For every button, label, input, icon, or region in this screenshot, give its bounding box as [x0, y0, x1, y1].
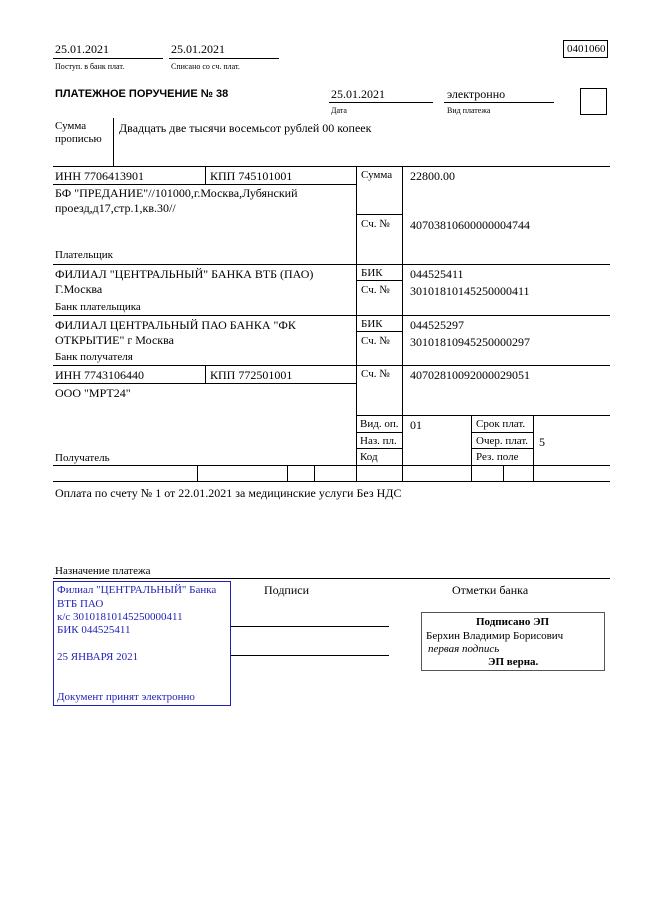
payment-status-box — [580, 88, 607, 115]
esign-title: Подписано ЭП — [476, 616, 550, 628]
signatures-label: Подписи — [264, 583, 310, 597]
payer-bank-name: ФИЛИАЛ "ЦЕНТРАЛЬНЫЙ" БАНКА ВТБ (ПАО) — [55, 267, 314, 281]
date-received-line — [53, 58, 163, 59]
grid-line — [314, 465, 315, 481]
grid-line — [356, 166, 357, 481]
payer-bik-label: БИК — [361, 267, 383, 279]
amount-words-text: Двадцать две тысячи восемьсот рублей 00 копеек — [119, 121, 372, 135]
document-title: ПЛАТЕЖНОЕ ПОРУЧЕНИЕ № 38 — [55, 88, 229, 100]
naz-pl-label: Наз. пл. — [360, 435, 397, 447]
payee-bank-account: 30101810945250000297 — [410, 335, 530, 349]
purpose-label: Назначение платежа — [55, 565, 151, 577]
amount-words-label-2: прописью — [55, 133, 102, 145]
payer-bank-label: Банк плательщика — [55, 301, 141, 313]
payee-label: Получатель — [55, 452, 110, 464]
date-received: 25.01.2021 — [55, 42, 109, 56]
grid-line — [356, 448, 402, 449]
srok-label: Срок плат. — [476, 418, 526, 430]
kod-label: Код — [360, 451, 378, 463]
vid-op-value: 01 — [410, 418, 422, 432]
grid-line — [53, 383, 356, 384]
order-date-label: Дата — [331, 106, 347, 115]
amount-words-label-1: Сумма — [55, 120, 87, 132]
grid-line — [356, 280, 402, 281]
payment-type-label: Вид платежа — [447, 106, 491, 115]
grid-line — [53, 184, 356, 185]
payee-kpp: КПП 772501001 — [210, 368, 293, 382]
date-debited-line — [169, 58, 279, 59]
grid-line — [205, 365, 206, 383]
order-date-line — [329, 102, 433, 103]
grid-line — [471, 415, 472, 481]
payer-bank-city: Г.Москва — [55, 282, 103, 296]
amount-value: 22800.00 — [410, 169, 455, 183]
payee-bank-label: Банк получателя — [55, 351, 133, 363]
stamp-line-3: к/с 30101810145250000411 — [57, 611, 183, 623]
payer-bik: 044525411 — [410, 267, 464, 281]
form-code-box — [563, 40, 608, 58]
payee-bank-name-2: ОТКРЫТИЕ" г Москва — [55, 333, 174, 347]
rez-label: Рез. поле — [476, 451, 519, 463]
grid-line — [197, 465, 198, 481]
payer-bank-account: 30101810145250000411 — [410, 284, 530, 298]
payee-name: ООО "МРТ24" — [55, 386, 131, 400]
grid-line — [205, 166, 206, 184]
grid-line — [53, 465, 610, 466]
stamp-footer: Документ принят электронно — [57, 691, 195, 703]
stamp-line-1: Филиал "ЦЕНТРАЛЬНЫЙ" Банка — [57, 584, 217, 596]
bank-stamp — [53, 581, 231, 706]
payer-name-2: проезд,д17,стр.1,кв.30// — [55, 201, 176, 215]
payer-name-1: БФ "ПРЕДАНИЕ"//101000,г.Москва,Лубянский — [55, 186, 298, 200]
purpose-text: Оплата по счету № 1 от 22.01.2021 за медицинские услуги Без НДС — [55, 486, 402, 500]
payee-account-label: Сч. № — [361, 368, 390, 380]
amount-label: Сумма — [361, 169, 393, 181]
grid-line — [53, 481, 610, 482]
date-debited: 25.01.2021 — [171, 42, 225, 56]
esign-name: Берхин Владимир Борисович — [426, 630, 564, 642]
grid-line — [356, 432, 402, 433]
payer-account-label: Сч. № — [361, 218, 390, 230]
grid-line — [287, 465, 288, 481]
esign-box — [421, 612, 605, 671]
date-debited-label: Списано со сч. плат. — [171, 62, 240, 71]
stamp-line-2: ВТБ ПАО — [57, 598, 104, 610]
esign-status: ЭП верна. — [488, 656, 539, 668]
grid-line — [402, 166, 403, 481]
payer-bank-account-label: Сч. № — [361, 284, 390, 296]
ochered-label: Очер. плат. — [476, 435, 529, 447]
bank-marks-label: Отметки банка — [452, 583, 529, 597]
vid-op-label: Вид. оп. — [360, 418, 399, 430]
payee-bik: 044525297 — [410, 318, 464, 332]
order-date: 25.01.2021 — [331, 87, 385, 101]
grid-line — [471, 432, 533, 433]
payer-label: Плательщик — [55, 249, 113, 261]
date-received-label: Поступ. в банк плат. — [55, 62, 125, 71]
payee-bank-name-1: ФИЛИАЛ ЦЕНТРАЛЬНЫЙ ПАО БАНКА "ФК — [55, 318, 296, 332]
payee-bank-account-label: Сч. № — [361, 335, 390, 347]
payer-account: 40703810600000004744 — [410, 218, 530, 232]
grid-line — [53, 315, 610, 316]
stamp-date: 25 ЯНВАРЯ 2021 — [57, 651, 139, 663]
grid-line — [356, 415, 610, 416]
grid-line — [53, 166, 610, 167]
payee-inn: ИНН 7743106440 — [55, 368, 144, 382]
signature-line-1 — [231, 626, 389, 627]
ochered-value: 5 — [539, 435, 545, 449]
grid-line — [503, 465, 504, 481]
signature-line-2 — [231, 655, 389, 656]
esign-role: первая подпись — [428, 643, 500, 655]
amount-words-divider — [113, 118, 114, 166]
grid-line — [533, 415, 534, 481]
payee-bik-label: БИК — [361, 318, 383, 330]
grid-line — [356, 331, 402, 332]
form-code: 0401060 — [567, 43, 606, 55]
payee-account: 40702810092000029051 — [410, 368, 530, 382]
payer-kpp: КПП 745101001 — [210, 169, 293, 183]
grid-line — [53, 365, 610, 366]
grid-line — [356, 264, 610, 265]
payer-inn: ИНН 7706413901 — [55, 169, 144, 183]
purpose-line — [53, 578, 610, 579]
payment-type: электронно — [447, 87, 506, 101]
grid-line — [471, 448, 533, 449]
grid-line — [356, 214, 402, 215]
stamp-line-4: БИК 044525411 — [57, 624, 131, 636]
payment-type-line — [444, 102, 554, 103]
grid-line — [53, 264, 356, 265]
